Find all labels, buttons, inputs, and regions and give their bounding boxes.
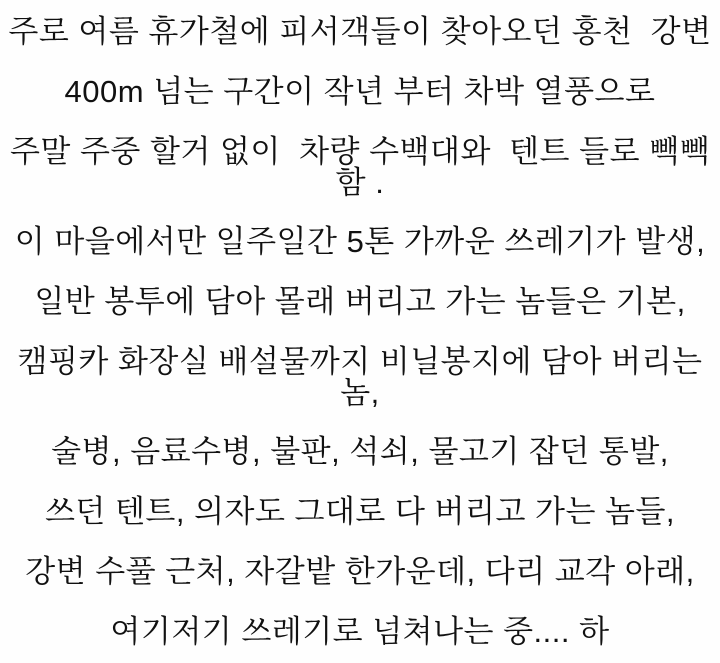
text-line-4: 이 마을에서만 일주일간 5톤 가까운 쓰레기가 발생, [14, 224, 706, 260]
text-line-10: 여기저기 쓰레기로 넘쳐나는 중.... 하 [110, 613, 610, 649]
text-line-6: 캠핑카 화장실 배설물까지 비닐봉지에 담아 버리는 놈, [17, 343, 712, 410]
text-line-9: 강변 수풀 근처, 자갈밭 한가운데, 다리 교각 아래, [25, 553, 695, 589]
text-line-1: 주로 여름 휴가철에 피서객들이 찾아오던 홍천 강변 [8, 14, 712, 50]
text-line-5: 일반 봉투에 담아 몰래 버리고 가는 놈들은 기본, [34, 284, 686, 320]
text-line-3: 주말 주중 할거 없이 차량 수백대와 텐트 들로 빽빽함 . [9, 133, 711, 200]
text-line-7: 술병, 음료수병, 불판, 석쇠, 물고기 잡던 통발, [51, 434, 669, 470]
text-line-8: 쓰던 텐트, 의자도 그대로 다 버리고 가는 놈들, [44, 494, 676, 530]
text-line-2: 400m 넘는 구간이 작년 부터 차박 열풍으로 [64, 74, 656, 110]
